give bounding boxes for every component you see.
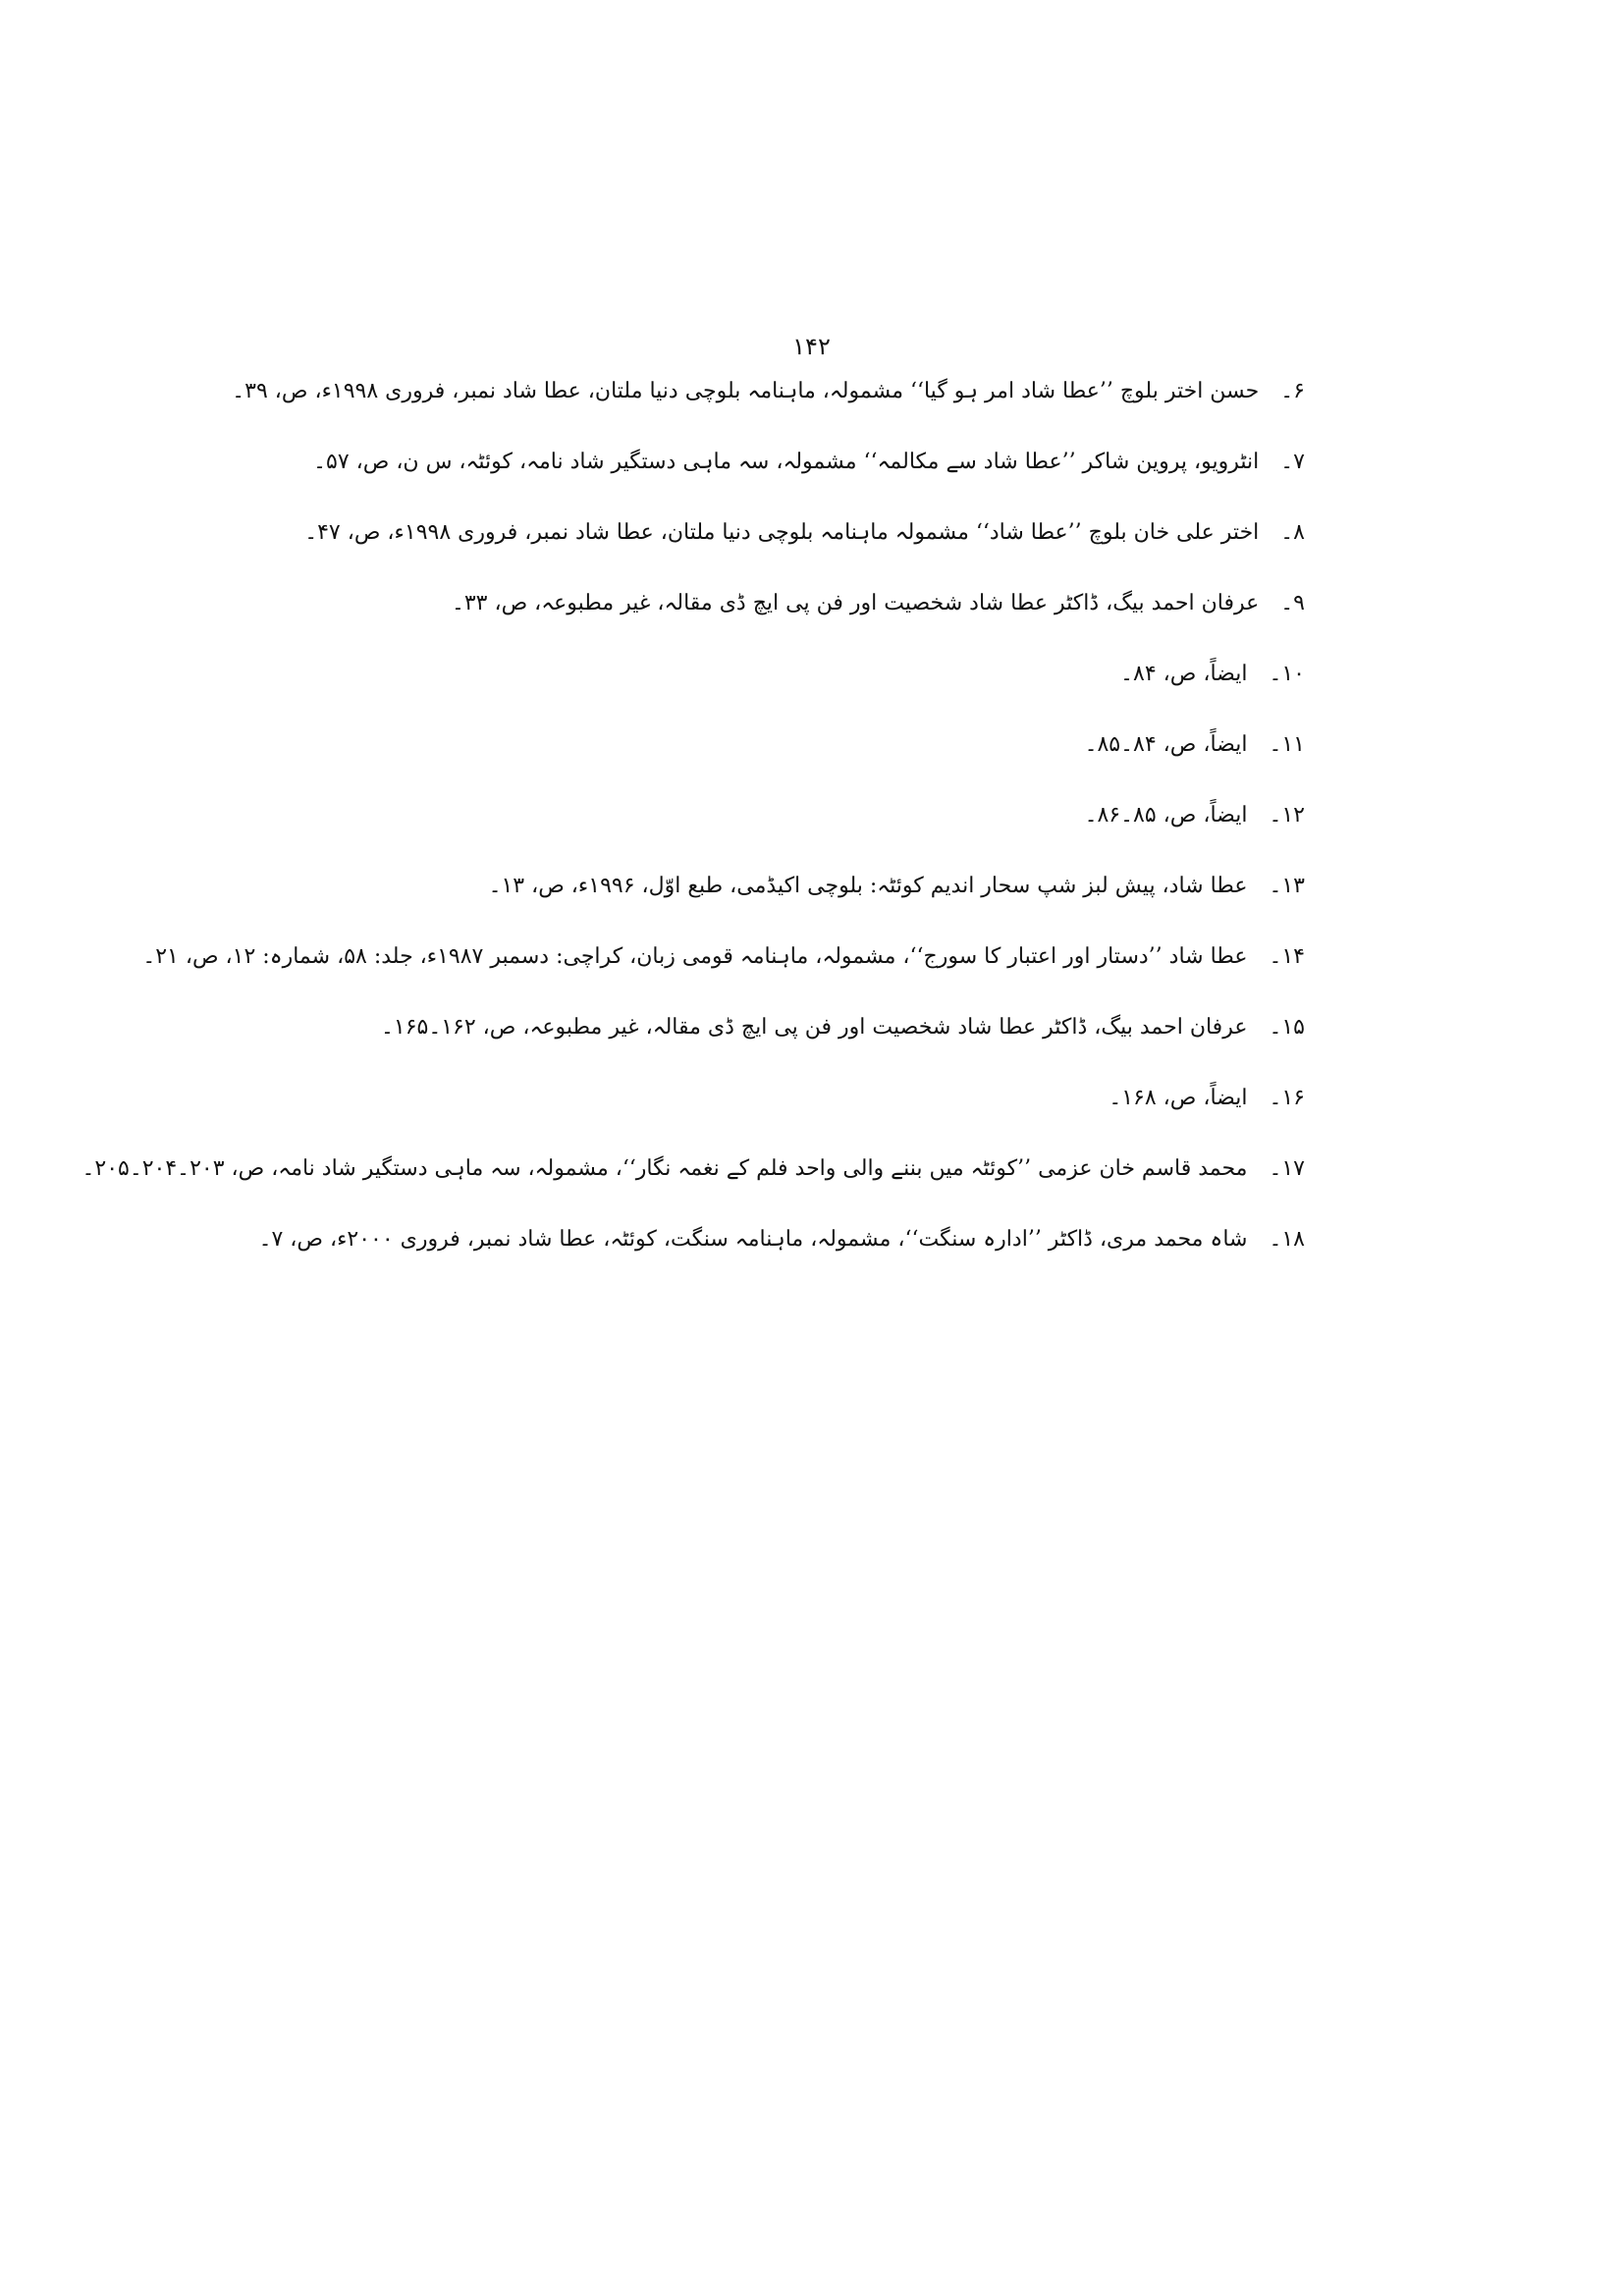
footnote-item — [232, 373, 1305, 410]
footnote-item — [489, 868, 1305, 905]
footnote-number: ۱۳۔ — [1269, 874, 1305, 898]
footnote-number: ۱۴۔ — [1269, 944, 1305, 969]
footnote-item — [1120, 656, 1305, 693]
footnote-item — [259, 1221, 1305, 1258]
footnote-number: ۱۲۔ — [1269, 803, 1305, 828]
footnotes-list — [0, 373, 1623, 1256]
footnote-item — [1109, 1080, 1305, 1117]
footnote-text: ایضاً، ص، ۸۴۔ — [1120, 662, 1248, 686]
page-number: ۱۴۲ — [792, 333, 831, 360]
footnote-text: عرفان احمد بیگ، ڈاکٹر عطا شاد شخصیت اور فن پی ایچ ڈی مقالہ، غیر مطبوعہ، ص، ۱۶۲۔۱۶۵۔ — [381, 1015, 1248, 1040]
footnote-text: ایضاً، ص، ۸۵۔۸۶۔ — [1084, 803, 1248, 828]
footnote-text: عرفان احمد بیگ، ڈاکٹر عطا شاد شخصیت اور فن پی ایچ ڈی مقالہ، غیر مطبوعہ، ص، ۳۳۔ — [451, 591, 1260, 615]
footnote-text: اختر علی خان بلوچ ’’عطا شاد‘‘ مشمولہ ماہنامہ بلوچی دنیا ملتان، عطا شاد نمبر، فروری ۱۹۹۸ء، ص، ۴۷۔ — [304, 520, 1260, 545]
footnote-text: حسن اختر بلوچ ’’عطا شاد امر ہو گیا‘‘ مشمولہ، ماہنامہ بلوچی دنیا ملتان، عطا شاد نمبر، فروری ۱۹۹۸ء، ص، ۳۹۔ — [232, 379, 1260, 403]
footnote-number: ۱۰۔ — [1269, 662, 1305, 686]
footnote-item — [142, 938, 1305, 976]
footnote-number: ۱۱۔ — [1269, 732, 1305, 757]
footnote-number: ۱۵۔ — [1269, 1015, 1305, 1040]
footnote-item — [381, 1009, 1305, 1046]
footnote-number: ۶۔ — [1280, 379, 1305, 403]
footnote-item — [1085, 797, 1305, 834]
footnote-item — [81, 1150, 1305, 1188]
footnote-text: عطا شاد ’’دستار اور اعتبار کا سورج‘‘، مشمولہ، ماہنامہ قومی زبان، کراچی: دسمبر ۱۹۸۷ء، جلد: ۵۸، شمارہ: ۱۲، ص، ۲۱۔ — [142, 944, 1248, 969]
footnote-number: ۱۸۔ — [1269, 1227, 1305, 1252]
footnote-item — [304, 514, 1305, 552]
footnote-number: ۱۷۔ — [1269, 1156, 1305, 1181]
footnote-text: انٹرویو، پروین شاکر ’’عطا شاد سے مکالمہ‘‘ مشمولہ، سہ ماہی دستگیر شاد نامہ، کوئٹہ، س ن، ص، ۵۷۔ — [313, 450, 1260, 474]
footnote-text: شاہ محمد مری، ڈاکٹر ’’ادارہ سنگت‘‘، مشمولہ، ماہنامہ سنگت، کوئٹہ، عطا شاد نمبر، فروری ۲۰۰۰ء، ص، ۷۔ — [258, 1227, 1248, 1252]
footnote-text: عطا شاد، پیش لبز شپ سحار اندیم کوئٹہ: بلوچی اکیڈمی، طبع اوّل، ۱۹۹۶ء، ص، ۱۳۔ — [488, 874, 1248, 898]
footnote-text: ایضاً، ص، ۸۴۔۸۵۔ — [1084, 732, 1248, 757]
footnote-number: ۷۔ — [1280, 450, 1305, 474]
footnote-item — [1085, 726, 1305, 764]
footnote-text: ایضاً، ص، ۱۶۸۔ — [1109, 1086, 1248, 1110]
footnote-number: ۱۶۔ — [1269, 1086, 1305, 1110]
footnote-item — [313, 444, 1305, 481]
footnote-text: محمد قاسم خان عزمی ’’کوئٹہ میں بننے والی واحد فلم کے نغمہ نگار‘‘، مشمولہ، سہ ماہی دستگیر شاد نامہ، ص، ۲۰۳۔۲۰۴۔۲۰۵۔ — [81, 1156, 1248, 1181]
footnote-number: ۹۔ — [1280, 591, 1305, 615]
footnote-number: ۸۔ — [1280, 520, 1305, 545]
footnote-item — [452, 585, 1305, 622]
